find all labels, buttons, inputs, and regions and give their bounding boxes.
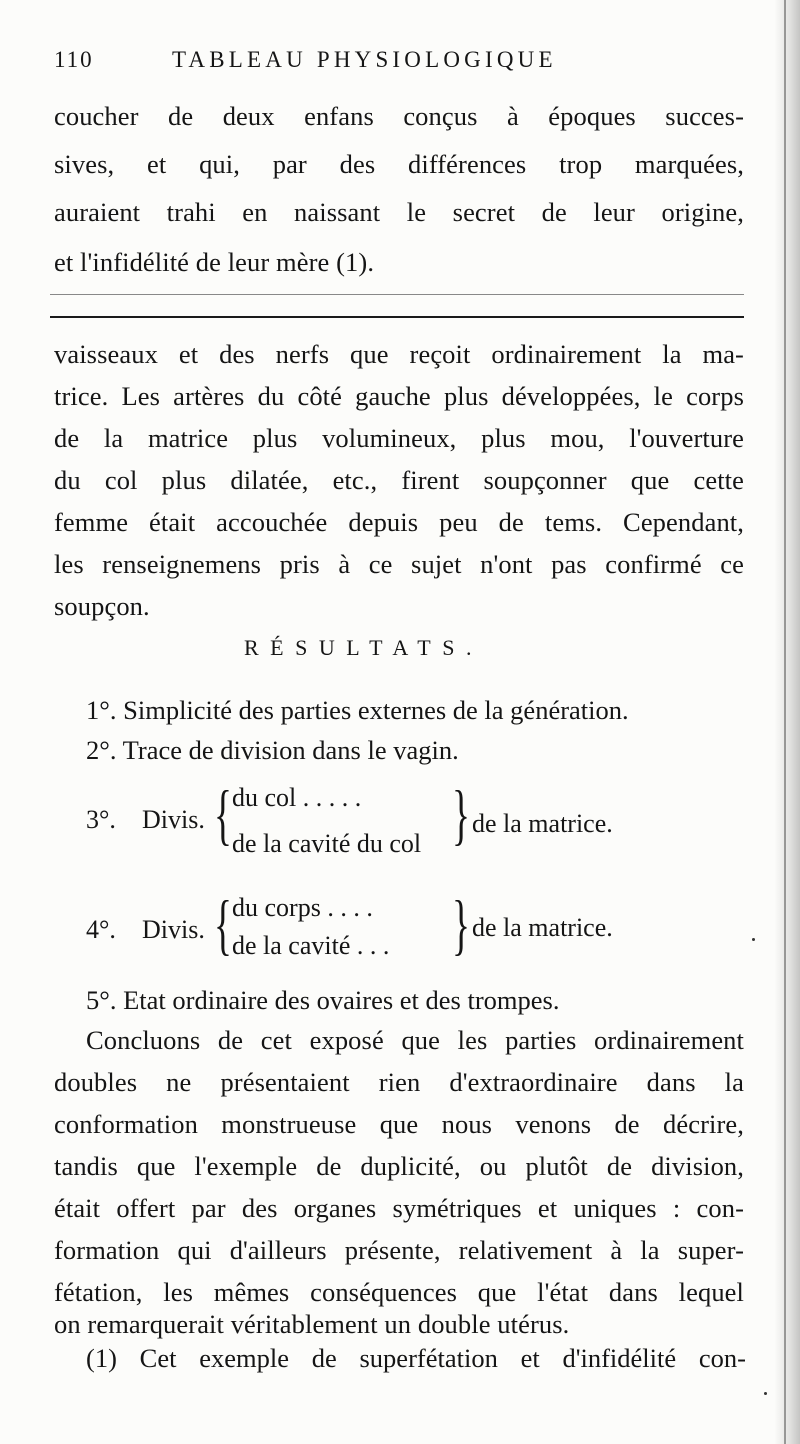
text-line: du col plus dilatée, etc., firent soupçonner que cette [54, 465, 744, 495]
result-text: Simplicité des parties externes de la génération. [123, 695, 629, 725]
page-edge [784, 0, 786, 1444]
ink-speck [764, 1392, 767, 1395]
result-item-1 [86, 694, 629, 726]
division-label: Divis. [142, 805, 205, 834]
result-number: 5°. [86, 985, 117, 1015]
text-line: femme était accouchée depuis peu de tems. Cependant, [54, 507, 744, 537]
result-number: 3°. [86, 805, 116, 834]
result-item-5 [86, 984, 559, 1016]
text-line: sives, et qui, par des différences trop marquées, [54, 149, 744, 179]
footnote: (1) Cet exemple de superfétation et d'infidélité con- [86, 1343, 746, 1373]
division-branch-top: du corps . . . . [232, 893, 373, 922]
page-number: 110 [54, 47, 94, 72]
text-line: tandis que l'exemple de duplicité, ou plutôt de division, [54, 1151, 744, 1181]
running-header [54, 44, 652, 76]
text-line: formation qui d'ailleurs présente, relativement à la super- [54, 1235, 744, 1265]
division-branch-top: du col . . . . . [232, 783, 362, 812]
text-line: les renseignemens pris à ce sujet n'ont pas confirmé ce [54, 549, 744, 579]
right-brace: } [452, 776, 470, 852]
result-number: 2°. [86, 735, 117, 765]
result-number: 1°. [86, 695, 117, 725]
text-line: Concluons de cet exposé que les parties ordinairement [86, 1025, 744, 1055]
text-line: conformation monstrueuse que nous venons de décrire, [54, 1109, 744, 1139]
text-line: doubles ne présentaient rien d'extraordinaire dans la [54, 1067, 744, 1097]
result-item-2 [86, 734, 459, 766]
text-line: auraient trahi en naissant le secret de leur origine, [54, 197, 744, 227]
section-heading: RÉSULTATS. [244, 635, 483, 660]
text-line: était offert par des organes symétriques et uniques : con- [54, 1193, 744, 1223]
result-text: Etat ordinaire des ovaires et des trompes. [123, 985, 560, 1015]
division-conclusion: de la matrice. [472, 913, 613, 942]
text-line: de la matrice plus volumineux, plus mou, l'ouverture [54, 423, 744, 453]
division-branch-bottom: de la cavité du col [232, 829, 422, 858]
text-line: on remarquerait véritablement un double utérus. [54, 1309, 570, 1339]
text-line: et l'infidélité de leur mère (1). [54, 247, 375, 277]
divider-rule [50, 316, 744, 318]
running-title: TABLEAU PHYSIOLOGIQUE [172, 47, 557, 72]
text-line: trice. Les artères du côté gauche plus développées, le corps [54, 381, 744, 411]
division-label: Divis. [142, 915, 205, 944]
left-brace: { [214, 886, 232, 962]
divider-thin [50, 294, 744, 295]
text-line: coucher de deux enfans conçus à époques succes- [54, 101, 744, 131]
ink-speck [752, 938, 755, 941]
result-item-4 [86, 886, 706, 972]
result-number: 4°. [86, 915, 116, 944]
page-edge-shadow [774, 0, 800, 1444]
text-line: vaisseaux et des nerfs que reçoit ordinairement la ma- [54, 339, 744, 369]
result-text: Trace de division dans le vagin. [122, 735, 459, 765]
left-brace: { [214, 776, 232, 852]
text-line: fétation, les mêmes conséquences que l'état dans lequel [54, 1277, 744, 1307]
division-conclusion: de la matrice. [472, 809, 613, 838]
division-branch-bottom: de la cavité . . . [232, 931, 390, 960]
text-line: soupçon. [54, 591, 150, 621]
result-item-3 [86, 776, 706, 862]
right-brace: } [452, 886, 470, 962]
